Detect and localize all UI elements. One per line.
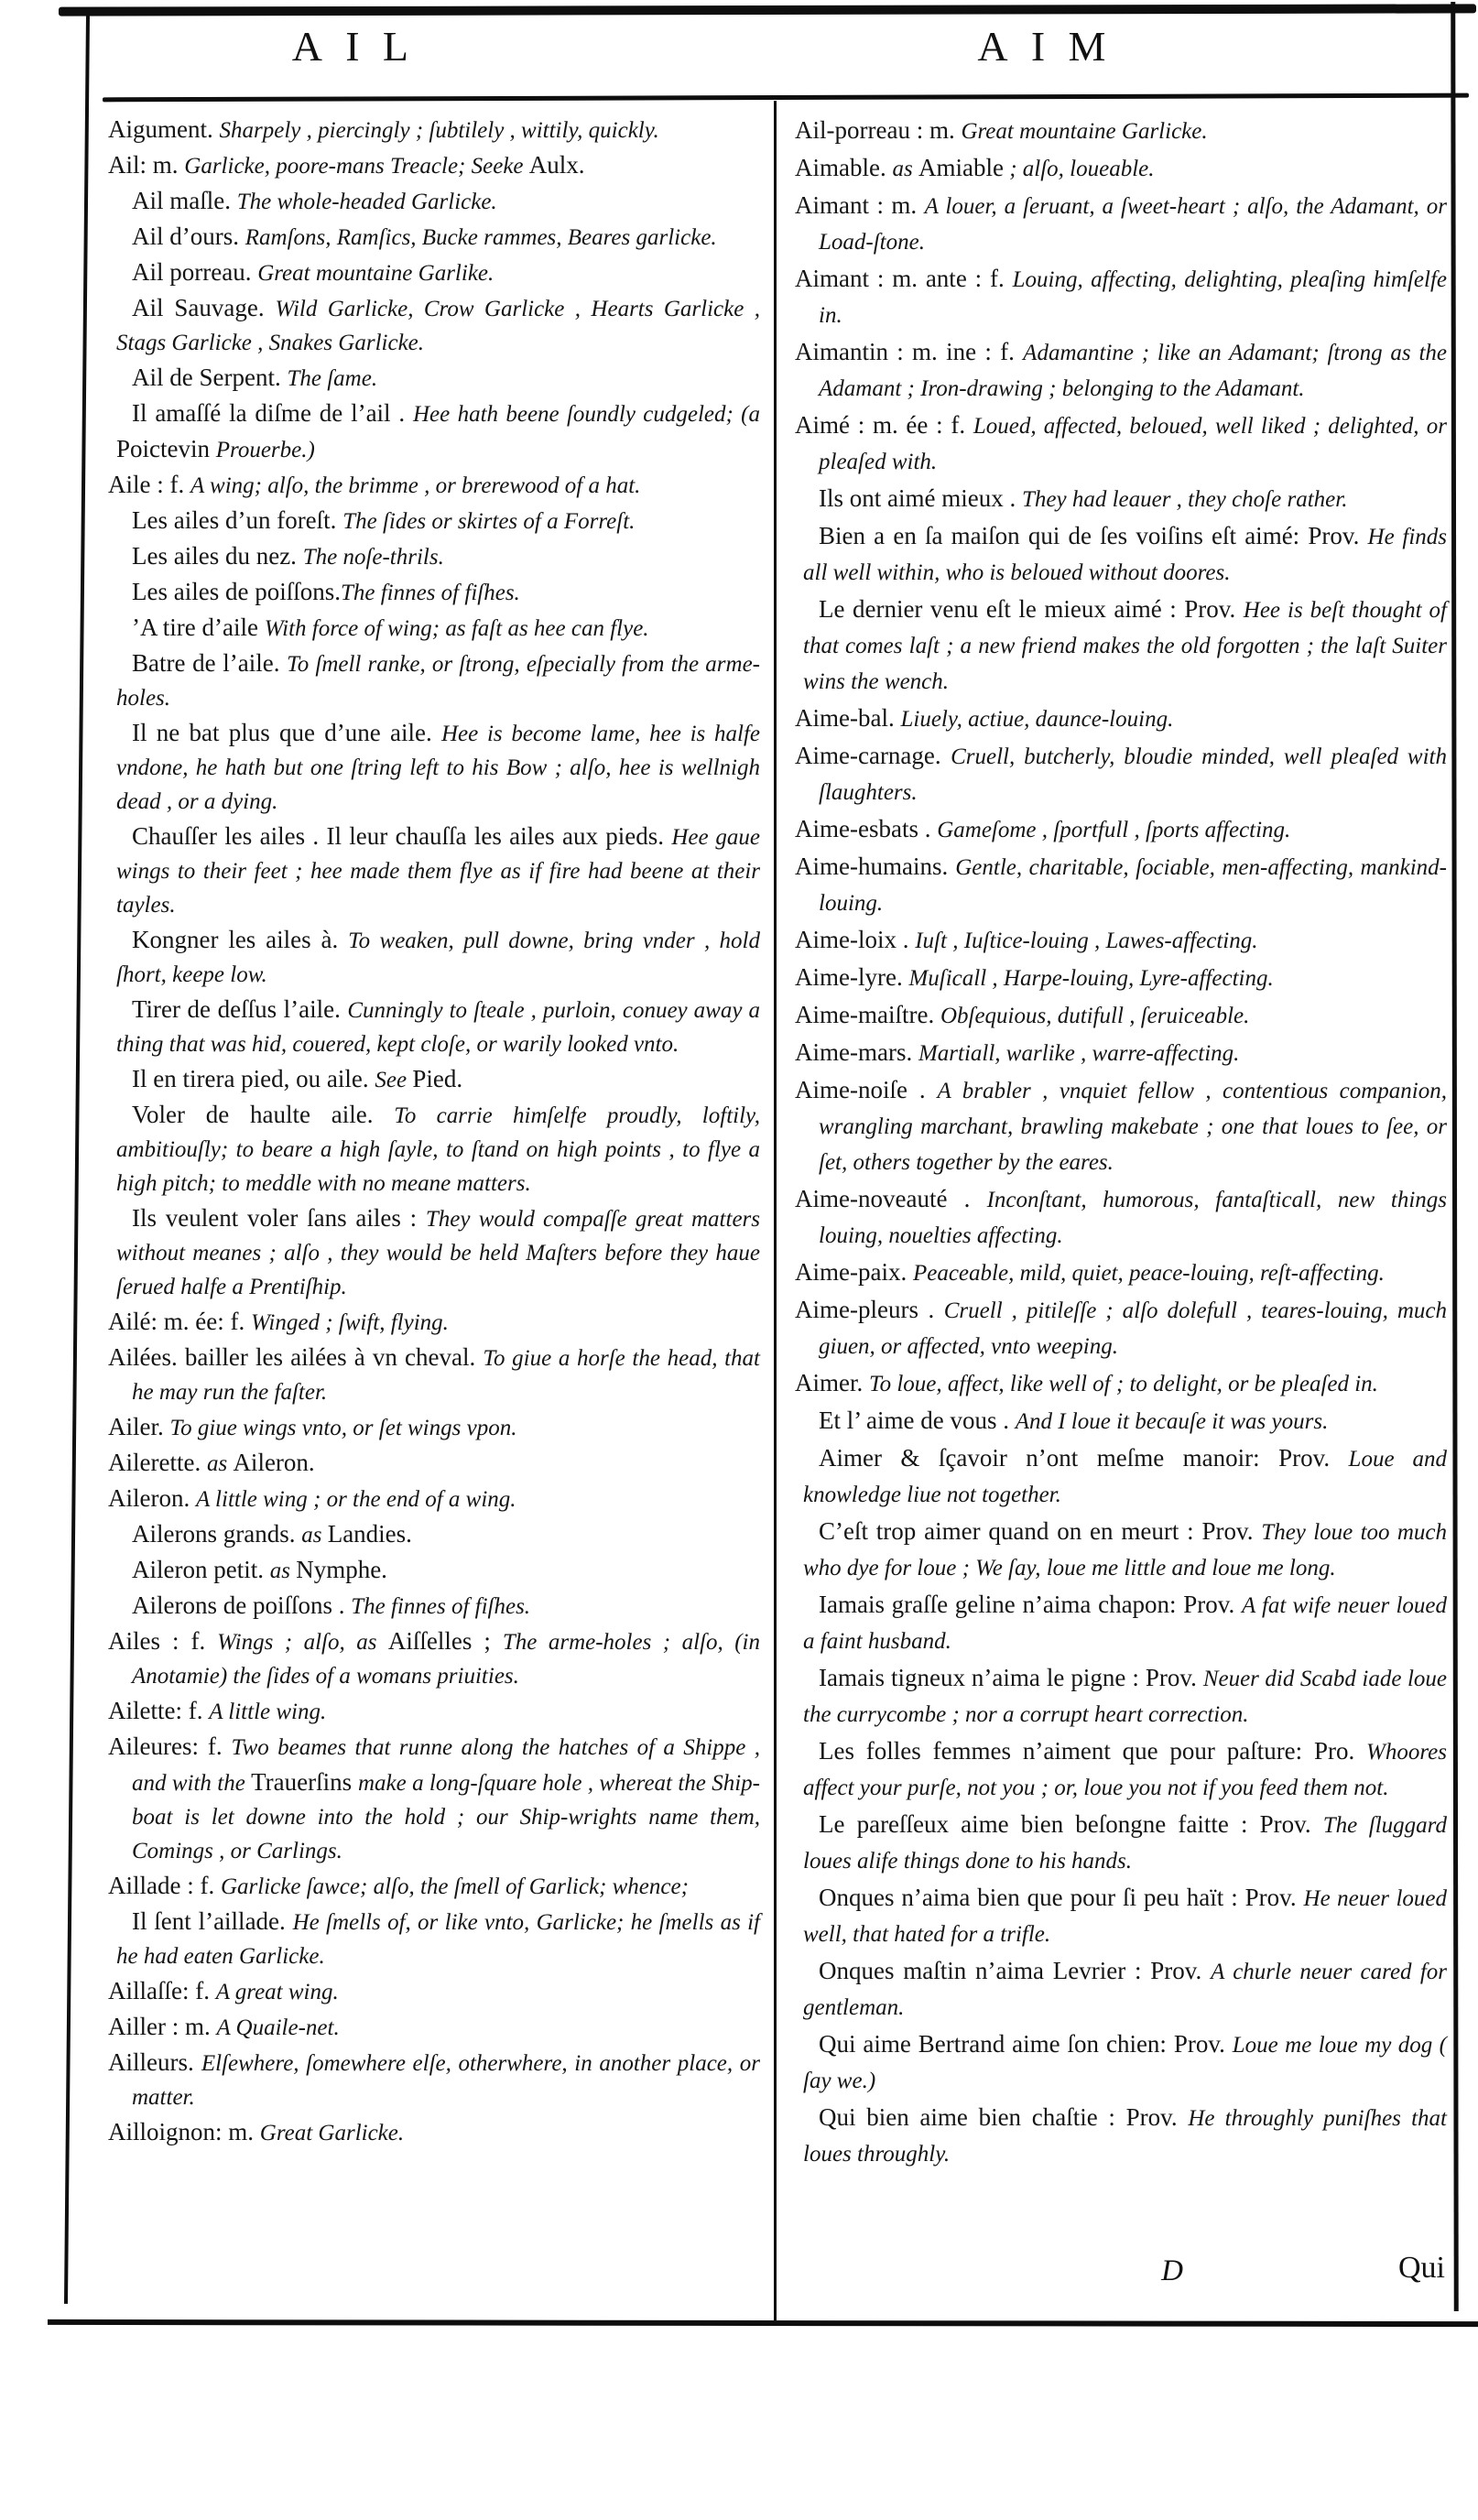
- headword-text: Landies.: [327, 1520, 412, 1548]
- left-column-entries: [108, 114, 760, 2152]
- dictionary-entry: [108, 2011, 760, 2047]
- headword-text: Aimantin : m. ine : f.: [795, 338, 1024, 365]
- headword-text: Il en tirera pied, ou aile.: [132, 1065, 375, 1092]
- headword-text: Pied.: [412, 1065, 463, 1092]
- dictionary-entry: [795, 998, 1447, 1036]
- dictionary-entry: [108, 221, 760, 256]
- headword-text: Amiable: [918, 154, 1004, 181]
- headword-text: Tirer de deſſus l’aile.: [132, 995, 348, 1023]
- definition-text: Garlicke, poore-mans Treacle; Seeke: [184, 154, 529, 179]
- headword-text: C’eſt trop aimer quand on en meurt : Prov.: [819, 1517, 1262, 1545]
- definition-text: A Quaile-net.: [216, 2015, 340, 2040]
- signature-mark: D: [1161, 2254, 1183, 2287]
- definition-text: Whoores affect your purſe, not you ; or, loue you not if you feed them not.: [803, 1740, 1447, 1800]
- headword-text: Ailette: f.: [108, 1697, 210, 1724]
- headword-text: Aimant : m.: [795, 191, 925, 219]
- dictionary-entry: [795, 1588, 1447, 1661]
- headword-text: Trauerſins: [251, 1768, 358, 1796]
- dictionary-entry: [795, 1515, 1447, 1588]
- headword-text: Ailer.: [108, 1413, 170, 1440]
- definition-text: as: [892, 157, 918, 181]
- dictionary-entry: [108, 505, 760, 540]
- headword-text: Qui bien aime bien chaſtie : Prov.: [819, 2103, 1189, 2131]
- dictionary-entry: [108, 820, 760, 924]
- definition-text: The ſame.: [287, 366, 378, 391]
- headword-text: Le dernier venu eſt le mieux aimé : Prov.: [819, 595, 1244, 623]
- running-head-right: AIM: [977, 23, 1129, 70]
- dictionary-entry: [108, 924, 760, 994]
- headword-text: Les ailes du nez.: [132, 542, 303, 570]
- definition-text: To ſmell ranke, or ſtrong, eſpecially from the arme-holes.: [116, 652, 760, 711]
- headword-text: Aiſſelles ;: [387, 1627, 503, 1655]
- dictionary-entry: [795, 739, 1447, 812]
- headword-text: Ail maſle.: [132, 187, 237, 214]
- definition-text: as: [269, 1559, 297, 1583]
- dictionary-entry: [108, 1099, 760, 1202]
- dictionary-entry: [108, 1975, 760, 2011]
- headword-text: Onques maſtin n’aima Levrier : Prov.: [819, 1957, 1212, 1984]
- definition-text: Obſequious, dutifull , ſeruiceable.: [940, 1004, 1250, 1028]
- dictionary-entry: [108, 292, 760, 362]
- definition-text: They would compaſſe great matters without meanes ; alſo , they would be held Maſters before they haue ſerued halfe a Prentiſhip.: [116, 1207, 761, 1299]
- headword-text: Ils ont aimé mieux .: [819, 484, 1022, 512]
- definition-text: The finnes of fiſhes.: [340, 581, 520, 605]
- definition-text: Two beames that runne along the hatches of a Shippe , and with the: [132, 1735, 760, 1796]
- definition-text: A great wing.: [215, 1980, 339, 2004]
- definition-text: With force of wing; as faſt as hee can flye.: [264, 616, 649, 641]
- definition-text: A fat wife neuer loued a faint husband.: [803, 1593, 1447, 1654]
- headword-text: Aigument.: [108, 115, 220, 143]
- definition-text: Garlicke ſawce; alſo, the ſmell of Garlick; whence;: [220, 1874, 689, 1899]
- definition-text: The whole-headed Garlicke.: [236, 190, 497, 214]
- dictionary-entry: [108, 1518, 760, 1554]
- right-border-rule: [1451, 2, 1459, 2311]
- definition-text: Louing, affecting, delighting, pleaſing himſelfe in.: [819, 267, 1448, 328]
- dictionary-entry: [795, 1734, 1447, 1808]
- dictionary-entry: [108, 1202, 760, 1306]
- headword-text: Bien a en ſa maiſon qui de ſes voiſins eſt aimé: Prov.: [819, 522, 1368, 549]
- dictionary-entry: [795, 482, 1447, 519]
- definition-text: He finds all well within, who is beloued without doores.: [803, 525, 1447, 585]
- headword-text: Iamais tigneux n’aima le pigne : Prov.: [819, 1664, 1203, 1691]
- headword-text: Aile : f.: [108, 471, 190, 498]
- headword-text: Et l’ aime de vous .: [819, 1407, 1016, 1434]
- bottom-border-rule: [48, 2319, 1478, 2327]
- dictionary-entry: [795, 1366, 1447, 1404]
- definition-text: make a long-ſquare hole , whereat the Ship-boat is let downe into the hold ; our Ship-wrights name them, Comings , or Carlings.: [132, 1771, 760, 1863]
- dictionary-entry: [795, 1661, 1447, 1734]
- definition-text: He neuer loued well, that hated for a trifle.: [803, 1886, 1447, 1947]
- definition-text: The finnes of fiſhes.: [351, 1594, 531, 1619]
- headword-text: Voler de haulte aile.: [132, 1101, 395, 1128]
- definition-text: A little wing ; or the end of a wing.: [195, 1487, 516, 1512]
- headword-text: Ailloignon: m.: [108, 2118, 260, 2145]
- headword-text: Aulx.: [528, 151, 585, 179]
- definition-text: Great Garlicke.: [259, 2121, 405, 2145]
- definition-text: Muſicall , Harpe-louing, Lyre-affecting.: [908, 966, 1274, 991]
- dictionary-entry: [108, 540, 760, 576]
- headword-text: Aime-bal.: [795, 704, 901, 732]
- dictionary-entry: [108, 1731, 760, 1870]
- definition-text: Elſewhere, ſomewhere elſe, otherwhere, in another place, or matter.: [132, 2051, 760, 2110]
- headword-text: Aime-carnage.: [795, 742, 951, 769]
- headword-text: Aileron.: [233, 1449, 315, 1476]
- dictionary-entry: [795, 1404, 1447, 1441]
- definition-text: Wings ; alſo, as: [217, 1630, 388, 1655]
- dictionary-entry: [108, 2116, 760, 2152]
- definition-text: A brabler , vnquiet fellow , contentious companion, wrangling marchant, brawling makebate ; one that loues to ſee, or ſet, others together by the eares.: [819, 1079, 1447, 1175]
- definition-text: Loued, affected, beloued, well liked ; delighted, or pleaſed with.: [819, 414, 1447, 474]
- headword-text: Il ne bat plus que d’une aile.: [132, 719, 441, 746]
- headword-text: Aime-maiſtre.: [795, 1001, 940, 1028]
- definition-text: Prouerbe.): [215, 438, 315, 462]
- headword-text: Les ailes de poiſſons.: [132, 578, 341, 605]
- definition-text: To weaken, pull downe, bring vnder , hold ſhort, keepe low.: [116, 929, 760, 987]
- headword-text: Qui aime Bertrand aime ſon chien: Prov.: [819, 2030, 1233, 2058]
- dictionary-entry: [108, 1447, 760, 1483]
- dictionary-entry: [795, 812, 1447, 850]
- header-rule: [103, 93, 1469, 103]
- definition-text: To loue, affect, like well of ; to delight, or be pleaſed in.: [869, 1372, 1378, 1396]
- headword-text: Iamais graſſe geline n’aima chapon: Prov.: [819, 1591, 1242, 1618]
- definition-text: A wing; alſo, the brimme , or brerewood of a hat.: [190, 473, 641, 498]
- headword-text: Chauſſer les ailes . Il leur chauſſa les ailes aux pieds.: [132, 822, 672, 850]
- definition-text: He ſmells of, or like vnto, Garlicke; he ſmells as if he had eaten Garlicke.: [116, 1910, 761, 1969]
- dictionary-entry: [795, 151, 1447, 189]
- top-border-rule: [59, 4, 1476, 16]
- headword-text: Aime-mars.: [795, 1038, 918, 1066]
- dictionary-entry: [795, 1182, 1447, 1255]
- dictionary-entry: [795, 850, 1447, 923]
- dictionary-entry: [108, 1590, 760, 1625]
- right-column-entries: [795, 114, 1447, 2174]
- dictionary-entry: [795, 1441, 1447, 1515]
- definition-text: Cruell, butcherly, bloudie minded, well pleaſed with ſlaughters.: [819, 744, 1448, 805]
- definition-text: Inconſtant, humorous, fantaſticall, new things louing, nouelties affecting.: [819, 1188, 1448, 1248]
- definition-text: ; alſo, loueable.: [1003, 157, 1155, 181]
- headword-text: Aime-pleurs .: [795, 1296, 944, 1323]
- definition-text: Great mountaine Garlike.: [257, 261, 494, 286]
- dictionary-entry: [795, 923, 1447, 961]
- headword-text: Aime-lyre.: [795, 963, 909, 991]
- dictionary-entry: [108, 2047, 760, 2116]
- headword-text: Aime-esbats .: [795, 815, 938, 842]
- headword-text: Aimer.: [795, 1369, 869, 1396]
- dictionary-entry: [795, 1808, 1447, 1881]
- headword-text: Ail Sauvage.: [132, 294, 276, 321]
- dictionary-entry: [795, 408, 1447, 482]
- headword-text: Aileron petit.: [132, 1556, 270, 1583]
- definition-text: To giue a horſe the head, that he may run the faſter.: [132, 1346, 760, 1405]
- definition-text: Iuſt , Iuſtice-louing , Lawes-affecting.: [915, 929, 1258, 953]
- dictionary-entry: [795, 262, 1447, 335]
- dictionary-entry: [108, 397, 760, 469]
- definition-text: They loue too much who dye for loue ; We ſay, loue me little and loue me long.: [803, 1520, 1447, 1580]
- headword-text: Il amaſſé la diſme de l’ail .: [132, 399, 413, 427]
- definition-text: See: [375, 1068, 413, 1092]
- dictionary-entry: [108, 1306, 760, 1341]
- headword-text: Onques n’aima bien que pour ſi peu haït : Prov.: [819, 1884, 1304, 1911]
- dictionary-entry: [108, 647, 760, 717]
- headword-text: Ail de Serpent.: [132, 364, 288, 391]
- definition-text: And I loue it becauſe it was yours.: [1015, 1409, 1329, 1434]
- headword-text: Ils veulent voler ſans ailes :: [132, 1204, 426, 1232]
- dictionary-entry: [795, 2101, 1447, 2174]
- dictionary-entry: [108, 1063, 760, 1099]
- headword-text: Aimé : m. ée : f.: [795, 411, 973, 439]
- definition-text: Hee is beſt thought of that comes laſt ; a new friend makes the old forgotten ; the laſt Suiter wins the wench.: [803, 598, 1447, 694]
- dictionary-entry: [795, 1255, 1447, 1293]
- definition-text: A louer, a ſeruant, a ſweet-heart ; alſo, the Adamant, or Load-ſtone.: [819, 194, 1447, 255]
- headword-text: Ail d’ours.: [132, 223, 245, 250]
- headword-text: Aileures: f.: [108, 1732, 232, 1760]
- running-head-left: AIL: [291, 23, 432, 70]
- headword-text: Aime-loix .: [795, 926, 916, 953]
- headword-text: Aileron.: [108, 1484, 196, 1512]
- dictionary-entry: [795, 701, 1447, 739]
- dictionary-entry: [108, 149, 760, 185]
- headword-text: Les folles femmes n’aiment que pour paſture: Pro.: [819, 1737, 1367, 1765]
- dictionary-entry: [795, 189, 1447, 262]
- dictionary-entry: [108, 469, 760, 505]
- headword-text: Ailé: m. ée: f.: [108, 1308, 251, 1335]
- dictionary-entry: [108, 256, 760, 292]
- definition-text: Hee gaue wings to their feet ; hee made them flye as if fire had beene at their tayles.: [116, 825, 761, 918]
- headword-text: Poictevin: [116, 435, 216, 462]
- dictionary-entry: [108, 1483, 760, 1518]
- definition-text: Ramſons, Ramſics, Bucke rammes, Beares garlicke.: [245, 225, 717, 250]
- dictionary-entry: [795, 335, 1447, 408]
- definition-text: They had leauer , they choſe rather.: [1021, 487, 1348, 512]
- definition-text: Martiall, warlike , warre-affecting.: [918, 1041, 1240, 1066]
- dictionary-entry: [108, 1870, 760, 1906]
- dictionary-entry: [795, 1954, 1447, 2027]
- dictionary-entry: [795, 1881, 1447, 1954]
- headword-text: Nymphe.: [296, 1556, 387, 1583]
- definition-text: Loue me loue my dog ( ſay we.): [803, 2033, 1447, 2093]
- definition-text: Cunningly to ſteale , purloin, conuey away a thing that was hid, couered, kept cloſe, or warily looked vnto.: [116, 998, 760, 1057]
- definition-text: Cruell , pitileſſe ; alſo dolefull , teares-louing, much giuen, or affected, vnto weeping.: [819, 1298, 1448, 1359]
- definition-text: Winged ; ſwift, flying.: [250, 1310, 449, 1335]
- headword-text: Aime-humains.: [795, 853, 956, 880]
- catchword: Qui: [1398, 2251, 1445, 2285]
- headword-text: Ailées. bailler les ailées à vn cheval.: [108, 1343, 484, 1371]
- definition-text: The noſe-thrils.: [302, 545, 444, 570]
- dictionary-entry: [108, 1625, 760, 1695]
- definition-text: The arme-holes ; alſo, (in Anotamie) the ſides of a womans priuities.: [132, 1630, 760, 1689]
- headword-text: Les ailes d’un foreſt.: [132, 506, 343, 534]
- definition-text: Neuer did Scabd iade loue the currycombe ; nor a corrupt heart correction.: [803, 1667, 1447, 1727]
- dictionary-entry: [108, 362, 760, 397]
- headword-text: Ailleurs.: [108, 2048, 201, 2076]
- definition-text: A churle neuer cared for gentleman.: [803, 1960, 1447, 2020]
- headword-text: ’A tire d’aile: [132, 614, 265, 641]
- dictionary-entry: [795, 1293, 1447, 1366]
- dictionary-entry: [108, 185, 760, 221]
- definition-text: Great mountaine Garlicke.: [961, 119, 1208, 144]
- dictionary-entry: [108, 1906, 760, 1975]
- definition-text: The ſluggard loues alife things done to his hands.: [803, 1813, 1447, 1874]
- definition-text: To carrie himſelfe proudly, loftily, ambitiouſly; to beare a high ſayle, to ſtand on high points , to flye a high pitch; to meddle with no meane matters.: [116, 1103, 760, 1196]
- left-border-rule: [64, 15, 90, 2304]
- definition-text: Loue and knowledge liue not together.: [803, 1447, 1447, 1507]
- dictionary-entry: [108, 1411, 760, 1447]
- dictionary-entry: [108, 114, 760, 149]
- headword-text: Aime-noveauté .: [795, 1185, 987, 1212]
- column-divider-rule: [774, 101, 777, 2320]
- dictionary-entry: [795, 2027, 1447, 2101]
- definition-text: The ſides or skirtes of a Forreſt.: [342, 509, 636, 534]
- headword-text: Aime-noiſe .: [795, 1076, 938, 1103]
- dictionary-entry: [795, 519, 1447, 592]
- dictionary-entry: [108, 994, 760, 1063]
- definition-text: A little wing.: [209, 1700, 327, 1724]
- definition-text: Gentle, charitable, ſociable, men-affecting, mankind-louing.: [819, 855, 1447, 916]
- headword-text: Aime-paix.: [795, 1258, 913, 1286]
- dictionary-entry: [795, 961, 1447, 998]
- headword-text: Ail: m.: [108, 151, 185, 179]
- dictionary-entry: [108, 612, 760, 647]
- definition-text: as: [206, 1451, 234, 1476]
- headword-text: Aillaſſe: f.: [108, 1977, 216, 2004]
- headword-text: Le pareſſeux aime bien beſongne faitte : Prov.: [819, 1810, 1323, 1838]
- definition-text: Peaceable, mild, quiet, peace-louing, reſt-affecting.: [912, 1261, 1385, 1286]
- dictionary-entry: [108, 576, 760, 612]
- headword-text: Aimer & ſçavoir n’ont meſme manoir: Prov.: [819, 1444, 1349, 1472]
- definition-text: Hee is become lame, hee is halfe vndone, he hath but one ſtring left to his Bow ; alſo, hee is wellnigh dead , or a dying.: [116, 722, 760, 814]
- dictionary-entry: [795, 114, 1447, 151]
- headword-text: Ailerette.: [108, 1449, 207, 1476]
- dictionary-entry: [108, 1341, 760, 1411]
- headword-text: Ailerons de poiſſons .: [132, 1591, 352, 1619]
- headword-text: Batre de l’aile.: [132, 649, 288, 677]
- definition-text: Adamantine ; like an Adamant; ſtrong as the Adamant ; Iron-drawing ; belonging to the Adamant.: [819, 341, 1447, 401]
- definition-text: Liuely, actiue, daunce-louing.: [900, 707, 1174, 732]
- definition-text: Hee hath beene ſoundly cudgeled; (a: [412, 402, 761, 427]
- headword-text: Aillade : f.: [108, 1872, 221, 1899]
- definition-text: Sharpely , piercingly ; ſubtilely , wittily, quickly.: [219, 118, 659, 143]
- headword-text: Aimant : m. ante : f.: [795, 265, 1013, 292]
- headword-text: Ail-porreau : m.: [795, 116, 962, 144]
- definition-text: To giue wings vnto, or ſet wings vpon.: [169, 1416, 517, 1440]
- headword-text: Ailes : f.: [108, 1627, 218, 1655]
- definition-text: He throughly puniſhes that loues throughly.: [803, 2106, 1447, 2167]
- headword-text: Kongner les ailes à.: [132, 926, 349, 953]
- dictionary-entry: [108, 1695, 760, 1731]
- dictionary-entry: [795, 1036, 1447, 1073]
- headword-text: Ail porreau.: [132, 258, 258, 286]
- dictionary-entry: [795, 1073, 1447, 1182]
- headword-text: Ailerons grands.: [132, 1520, 302, 1548]
- dictionary-entry: [108, 717, 760, 820]
- headword-text: Ailler : m.: [108, 2013, 217, 2040]
- definition-text: Wild Garlicke, Crow Garlicke , Hearts Garlicke , Stags Garlicke , Snakes Garlicke.: [116, 297, 760, 355]
- headword-text: Aimable.: [795, 154, 893, 181]
- definition-text: Gameſome , ſportfull , ſports affecting.: [937, 818, 1291, 842]
- dictionary-entry: [795, 592, 1447, 701]
- dictionary-entry: [108, 1554, 760, 1590]
- definition-text: as: [301, 1523, 328, 1548]
- headword-text: Il ſent l’aillade.: [132, 1907, 293, 1935]
